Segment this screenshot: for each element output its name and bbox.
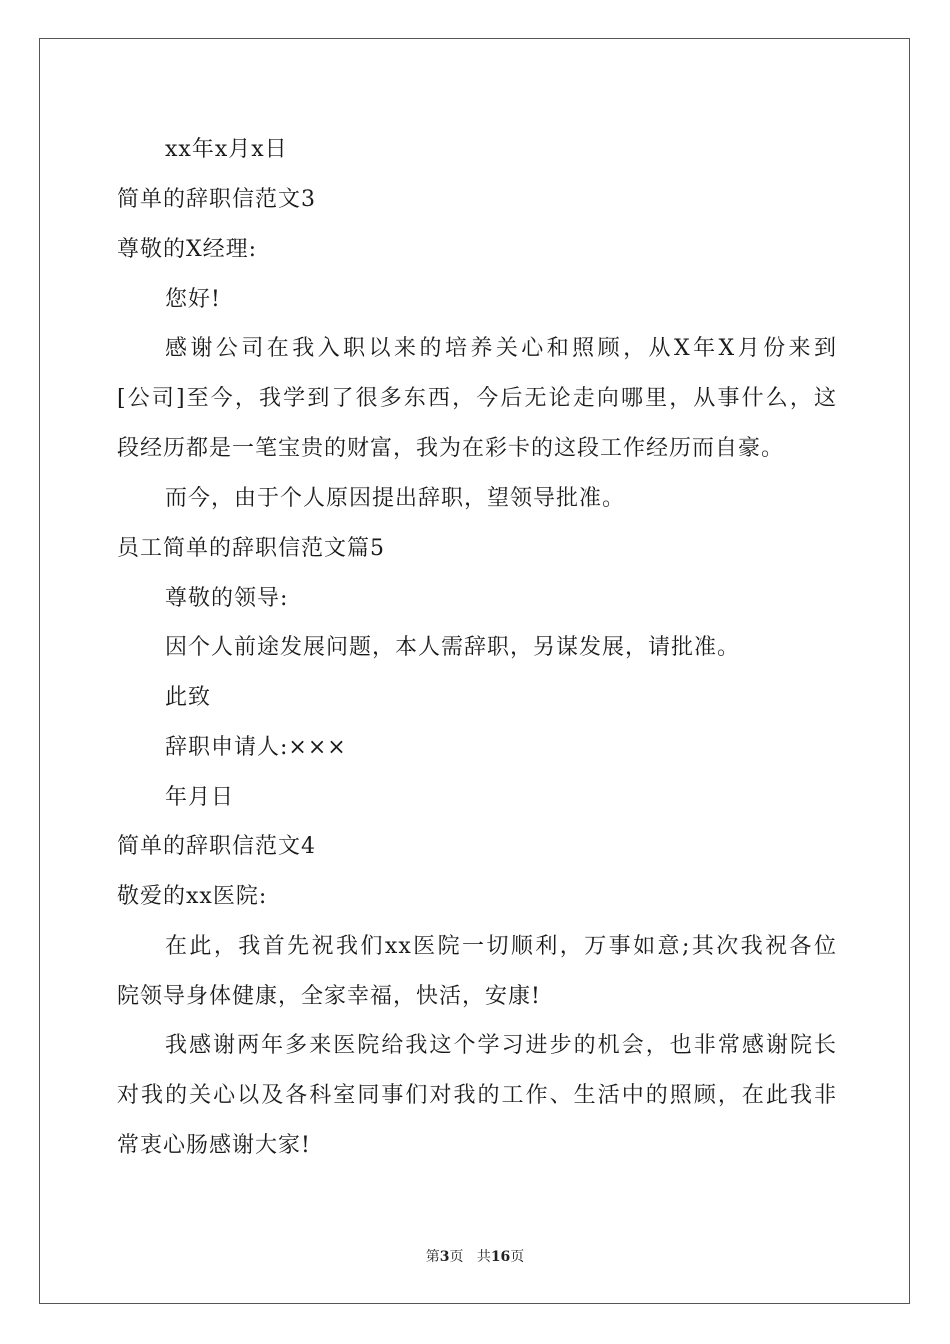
page-total: 16 — [490, 1249, 511, 1265]
page-current: 3 — [439, 1249, 450, 1265]
salutation-manager: 尊敬的X经理: — [117, 237, 258, 262]
paragraph-line: 段经历都是一笔宝贵的财富，我为在彩卡的这段工作经历而自豪。 — [117, 436, 785, 461]
paragraph-line: 而今，由于个人原因提出辞职，望领导批准。 — [165, 486, 626, 511]
closing-line: 此致 — [165, 685, 212, 710]
greeting: 您好! — [165, 287, 221, 312]
paragraph-line: 因个人前途发展问题，本人需辞职，另谋发展，请批准。 — [165, 635, 741, 660]
paragraph-line: 常衷心肠感谢大家! — [117, 1133, 311, 1158]
paragraph-line: 在此，我首先祝我们xx医院一切顺利，万事如意;其次我祝各位 — [165, 934, 837, 959]
total-suffix: 页 — [510, 1249, 525, 1265]
paragraph-line: 院领导身体健康，全家幸福，快活，安康! — [117, 984, 541, 1009]
section-heading-5: 员工简单的辞职信范文篇5 — [117, 536, 385, 561]
page-suffix: 页 — [449, 1249, 464, 1265]
date-line: 年月日 — [165, 785, 235, 810]
signer-line: 辞职申请人:××× — [165, 735, 347, 760]
page-footer — [0, 1247, 950, 1267]
section-heading-3: 简单的辞职信范文3 — [117, 187, 316, 212]
paragraph-line: 感谢公司在我入职以来的培养关心和照顾，从X年X月份来到 — [165, 336, 837, 361]
page-frame — [39, 38, 910, 1304]
paragraph-line: 对我的关心以及各科室同事们对我的工作、生活中的照顾，在此我非 — [117, 1083, 837, 1108]
section-heading-4: 简单的辞职信范文4 — [117, 834, 316, 859]
paragraph-line: [公司]至今，我学到了很多东西，今后无论走向哪里，从事什么，这 — [117, 386, 837, 411]
paragraph-line: 我感谢两年多来医院给我这个学习进步的机会，也非常感谢院长 — [165, 1033, 837, 1058]
salutation-leader: 尊敬的领导: — [165, 586, 289, 611]
salutation-hospital: 敬爱的xx医院: — [117, 884, 268, 909]
total-prefix: 共 — [476, 1249, 491, 1265]
page-prefix: 第 — [425, 1249, 440, 1265]
date-line: xx年x月x日 — [165, 137, 288, 162]
